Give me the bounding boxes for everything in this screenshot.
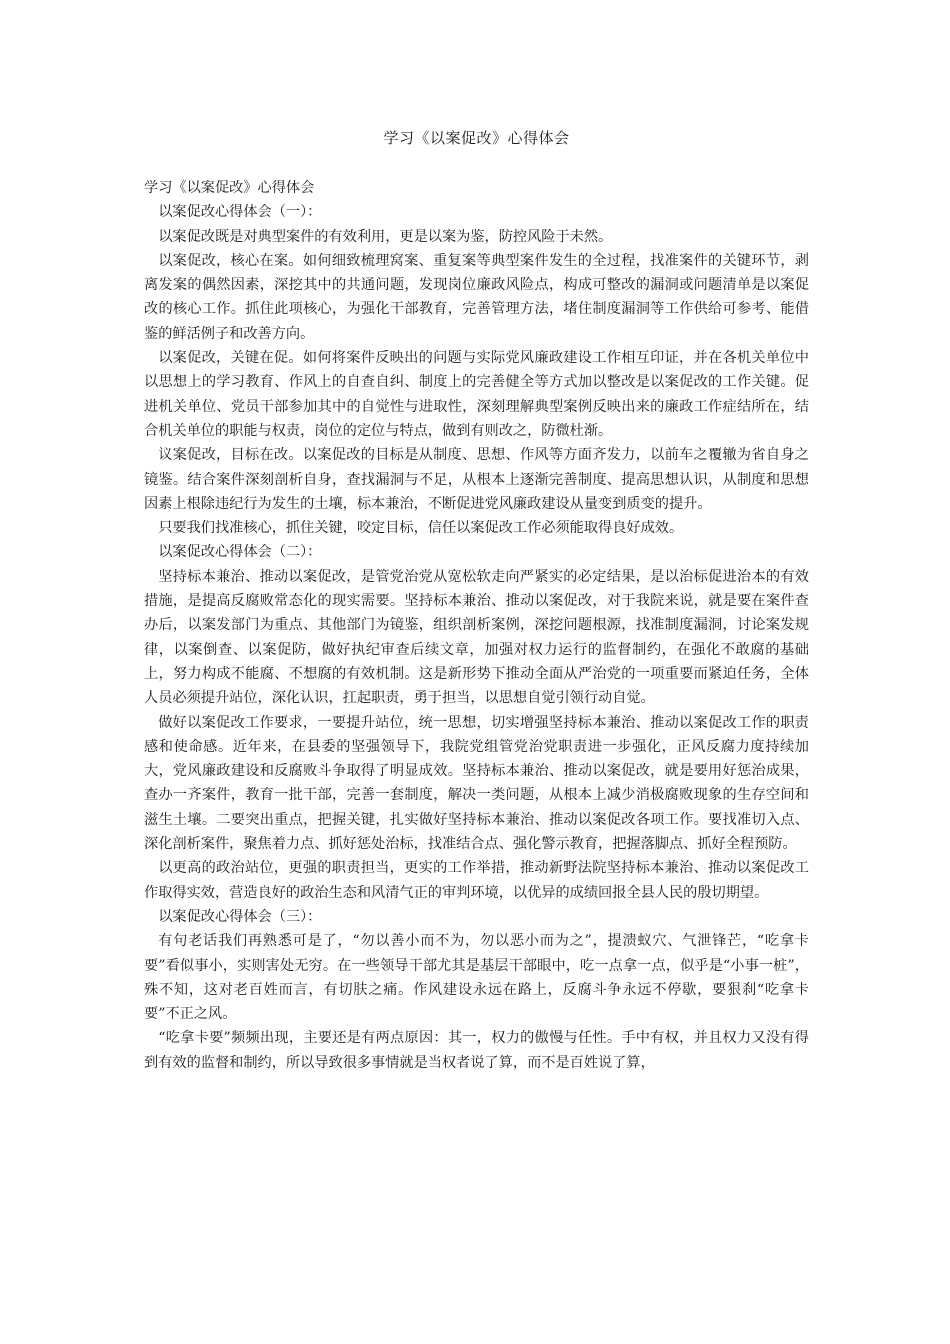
- paragraph: 议案促改，目标在改。以案促改的目标是从制度、思想、作风等方面齐发力，以前车之覆辙为省自身之镜鉴。结合案件深刻剖析自身，查找漏洞与不足，从根本上逐渐完善制度、提高思想认识，从制度和思想因素上根除违纪行为发生的土壤，标本兼治，不断促进党风廉政建设从量变到质变的提升。: [144, 447, 809, 512]
- paragraph: 有句老话我们再熟悉可是了，“勿以善小而不为，勿以恶小而为之”，提溃蚁穴、气泄锋芒，“吃拿卡要”看似事小，实则害处无穷。在一些领导干部尤其是基层干部眼中，吃一点拿一点，似乎是“小事一桩”，殊不知，这对老百姓而言，有切肤之痛。作风建设永远在路上，反腐斗争永远不停歇，要狠刹“吃拿卡要”不正之风。: [144, 933, 809, 1023]
- section-heading: 以案促改心得体会（一）：: [158, 204, 322, 221]
- paragraph: 只要我们找准核心，抓住关键，咬定目标，信任以案促改工作必须能取得良好成效。: [158, 520, 684, 537]
- document-subtitle: 学习《以案促改》心得体会: [144, 180, 315, 196]
- paragraph: 以案促改，核心在案。如何细致梳理窝案、重复案等典型案件发生的全过程，找准案件的关键环节，剥离发案的偶然因素，深挖其中的共通问题，发现岗位廉政风险点，构成可整改的漏洞或问题清单是以案促改的核心工作。抓住此项核心，为强化干部教育，完善管理方法，堵住制度漏洞等工作供给可参考、能借鉴的鲜活例子和改善方向。: [144, 252, 809, 342]
- paragraph: 以案促改，关键在促。如何将案件反映出的问题与实际党风廉政建设工作相互印证，并在各机关单位中以思想上的学习教育、作风上的自查自纠、制度上的完善健全等方式加以整改是以案促改的工作关键。促进机关单位、党员干部参加其中的自觉性与进取性，深刻理解典型案例反映出来的廉政工作症结所在，结合机关单位的职能与权责，岗位的定位与特点，做到有则改之，防微杜渐。: [144, 350, 809, 439]
- section-heading: 以案促改心得体会（二）：: [158, 544, 322, 561]
- paragraph: 做好以案促改工作要求，一要提升站位，统一思想，切实增强坚持标本兼治、推动以案促改工作的职责感和使命感。近年来，在县委的坚强领导下，我院党组管党治党职责进一步强化，正风反腐力度持续加大，党风廉政建设和反腐败斗争取得了明显成效。坚持标本兼治、推动以案促改，就是要用好惩治成果，查办一齐案件，教育一批干部，完善一套制度，解决一类问题，从根本上减少消极腐败现象的生存空间和滋生土壤。二要突出重点，把握关键，扎实做好坚持标本兼治、推动以案促改各项工作。要找准切入点、深化剖析案件，聚焦着力点、抓好惩处治标，找准结合点、强化警示教育，把握落脚点、抓好全程预防。: [144, 714, 809, 853]
- paragraph: 坚持标本兼治、推动以案促改，是管党治党从宽松软走向严紧实的必定结果，是以治标促进治本的有效措施，是提高反腐败常态化的现实需要。坚持标本兼治、推动以案促改，对于我院来说，就是要在案件查办后，以案发部门为重点、其他部门为镜鉴，组织剖析案例，深挖问题根源，找准制度漏洞，讨论案发规律，以案倒查、以案促防，做好执纪审查后续文章，加强对权力运行的监督制约，在强化不敢腐的基础上，努力构成不能腐、不想腐的有效机制。这是新形势下推动全面从严治党的一项重要而紧迫任务，全体人员必须提升站位，深化认识，扛起职责，勇于担当，以思想自觉引领行动自觉。: [144, 568, 809, 707]
- paragraph: 以更高的政治站位，更强的职责担当，更实的工作举措，推动新野法院坚持标本兼治、推动以案促改工作取得实效，营造良好的政治生态和风清气正的审判环境，以优异的成绩回报全县人民的殷切期望。: [144, 860, 809, 901]
- paragraph: 以案促改既是对典型案件的有效利用，更是以案为鉴，防控风险于未然。: [158, 228, 613, 245]
- document-body: [144, 176, 809, 1075]
- document-title: 学习《以案促改》心得体会: [383, 129, 570, 147]
- paragraph: “吃拿卡要”频频出现，主要还是有两点原因：其一，权力的傲慢与任性。手中有权，并且权力又没有得到有效的监督和制约，所以导致很多事情就是当权者说了算，而不是百姓说了算，: [144, 1030, 809, 1071]
- section-heading: 以案促改心得体会（三）：: [158, 908, 322, 925]
